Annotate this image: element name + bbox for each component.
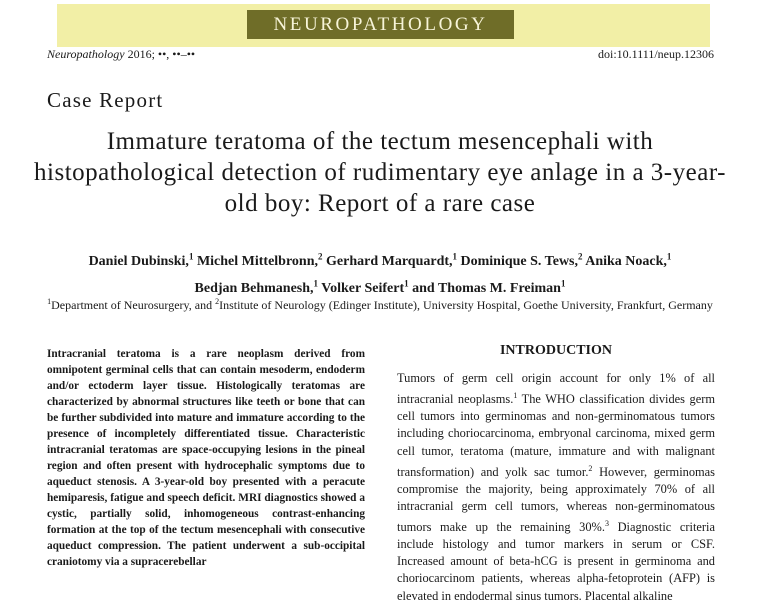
reference-link[interactable]: 3 xyxy=(604,519,609,528)
reference-link[interactable]: 2 xyxy=(588,463,593,473)
author[interactable]: Daniel Dubinski,$^1$ xyxy=(88,251,194,269)
affiliation-marker: 2 xyxy=(318,251,323,261)
affiliation-marker: 1 xyxy=(666,251,672,261)
citation-journal: Neuropathology xyxy=(47,47,125,61)
affiliation-marker: 1 xyxy=(560,278,566,289)
affiliation-marker: 1 xyxy=(47,297,52,306)
affiliation-marker: 2 xyxy=(578,251,583,261)
citation-issue: 2016; ••, ••–•• xyxy=(124,47,196,61)
journal-banner xyxy=(57,4,710,47)
affiliation-marker: 1 xyxy=(188,251,194,261)
affiliation-marker: 1 xyxy=(313,278,319,289)
author-list xyxy=(40,245,720,300)
affiliation-marker: 1 xyxy=(452,251,458,261)
affiliation-marker: 1 xyxy=(404,278,409,289)
author[interactable]: Dominique S. Tews,$^2$ xyxy=(460,251,583,269)
author[interactable]: and Thomas M. Freiman$^1$ xyxy=(412,278,566,297)
affiliations xyxy=(40,294,720,313)
author[interactable]: Michel Mittelbronn,$^2$ xyxy=(196,251,323,269)
author[interactable]: Volker Seifert$^1$ xyxy=(321,278,409,297)
section-label: Case Report xyxy=(47,88,164,112)
author[interactable]: Anika Noack,$^1$ xyxy=(585,251,672,269)
introduction-heading: INTRODUCTION xyxy=(499,343,612,358)
affiliation-neurosurgery: Department of Neurosurgery, and xyxy=(51,298,216,312)
doi-link[interactable]: doi:10.1111/neup.12306 xyxy=(598,47,714,61)
author[interactable]: Gerhard Marquardt,$^1$ xyxy=(326,251,458,269)
article-title: Immature teratoma of the tectum mesencephali with histopathological detection of rudimentary eye anlage in a 3-year-old boy: Report of a rare case xyxy=(34,128,726,217)
affiliation-marker: 2 xyxy=(215,297,220,306)
affiliation-neurology: Institute of Neurology (Edinger Institute), University Hospital, Goethe University, Frankfurt, Germany xyxy=(219,298,713,312)
abstract: Intracranial teratoma is a rare neoplasm derived from omnipotent germinal cells that can contain mesoderm, endoderm and/or ectoderm layer tissue. Histologically teratomas are characterized by abnormal structures like teeth or bone that can be further subdivided into mature and immature according to the presence of incompletely differentiated tissue. Characteristic intracranial teratomas are space-occupying lesions in the pineal region and often present with hydrocephalic symptoms due to aqueduct stenosis. A 3-year-old boy presented with a peracute hemiparesis, fatigue and speech deficit. MRI diagnostics showed a cystic, partially solid, inhomogeneous contrast-enhancing formation at the top of the tectum mesencephali with consecutive aqueduct compression. The patient underwent a sub-occipital craniotomy via a supracerebellar xyxy=(47,348,365,568)
citation-line xyxy=(47,47,195,62)
reference-link[interactable]: 1 xyxy=(513,391,518,401)
author[interactable]: Bedjan Behmanesh,$^1$ xyxy=(194,278,319,297)
introduction-text: Tumors of germ cell origin account for only 1% of all intracranial neoplasms.$^1$ The WHO classification divides germ cell tumors into germinomas and non-germinomatous tumors including choriocarcinoma, embryonal carcinoma, mixed germ cell tumor, teratoma (mature, immature and with malignant transformation) and yolk sac tumor.$^2$ However, germinomas compromise the majority, being approximately 70% of all intracranial germ cell tumors, whereas non-germinomatous tumors make up the remaining 30%.$^3$ Diagnostic criteria include histology and tumor markers in serum or CSF. Increased amount of beta-hCG is present in germinoma and choriocarcinom patients, whereas alpha-fetoprotein (AFP) is elevated in endodermal sinus tumors. Placental alkaline xyxy=(397,371,715,603)
journal-banner-title: NEUROPATHOLOGY xyxy=(247,10,514,39)
